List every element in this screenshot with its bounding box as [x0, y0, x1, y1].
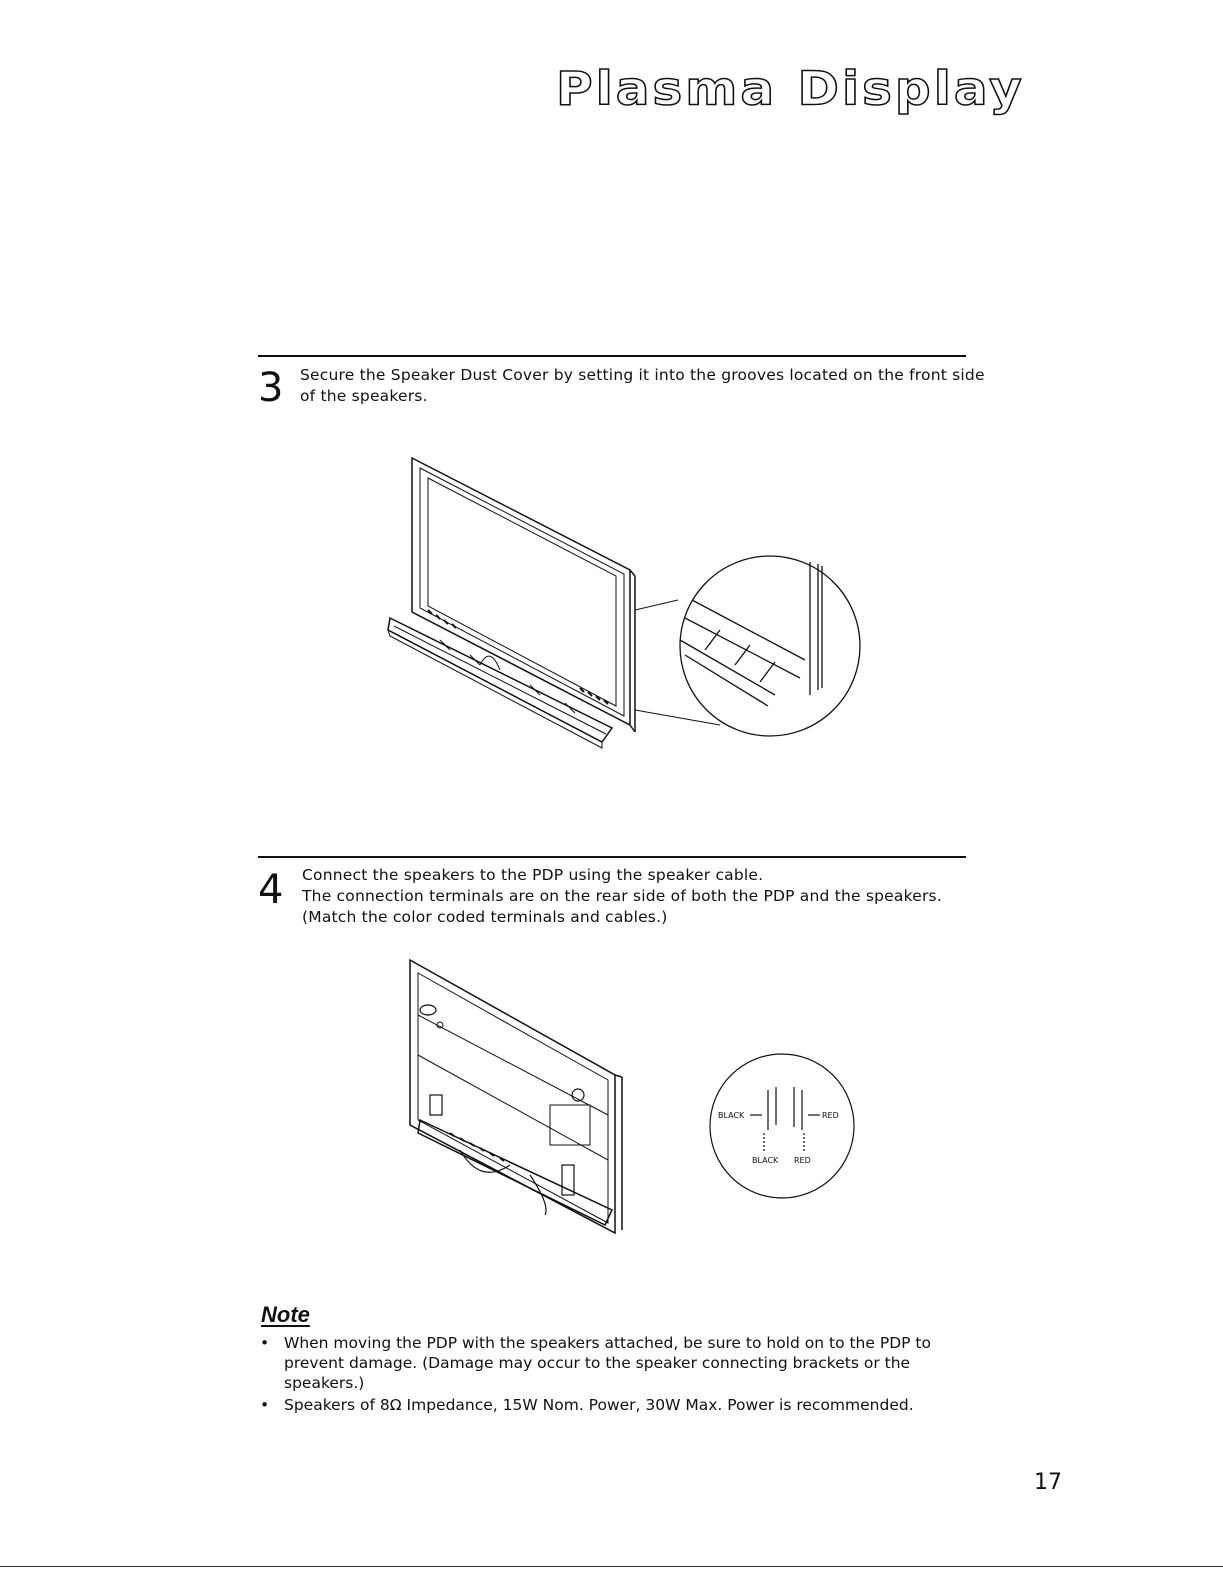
step-text-line: (Match the color coded terminals and cables.) [302, 908, 668, 926]
page-number: 17 [1034, 1470, 1062, 1495]
note-heading: Note [261, 1302, 310, 1327]
bullet-icon: • [260, 1334, 270, 1352]
terminal-label-black: BLACK [718, 1111, 745, 1120]
note-item [258, 1395, 978, 1415]
note-list [258, 1333, 978, 1417]
note-item [258, 1333, 978, 1393]
step-text-line: The connection terminals are on the rear side of both the PDP and the speakers. [302, 887, 942, 905]
section-divider [258, 355, 966, 357]
terminal-label-red-bottom: RED [794, 1156, 811, 1165]
step-text-line: of the speakers. [300, 387, 428, 405]
step-text-line: Connect the speakers to the PDP using the speaker cable. [302, 866, 764, 884]
step-number: 3 [258, 365, 284, 411]
page-header-title: Plasma Display [556, 62, 1025, 116]
speaker-cable-connection-illustration [400, 955, 870, 1245]
speaker-dust-cover-illustration [380, 450, 870, 760]
step-text-line: Secure the Speaker Dust Cover by setting it into the grooves located on the front side [300, 366, 985, 384]
terminal-label-black-bottom: BLACK [752, 1156, 779, 1165]
note-item-text: Speakers of 8Ω Impedance, 15W Nom. Power, 30W Max. Power is recommended. [284, 1396, 914, 1414]
step-number: 4 [258, 867, 284, 913]
section-divider [258, 856, 966, 858]
note-item-text: When moving the PDP with the speakers attached, be sure to hold on to the PDP to prevent damage. (Damage may occur to the speaker connecting brackets or the speakers.) [284, 1334, 931, 1392]
terminal-label-red: RED [822, 1111, 839, 1120]
bullet-icon: • [260, 1396, 270, 1414]
page-bottom-edge [0, 1566, 1223, 1567]
